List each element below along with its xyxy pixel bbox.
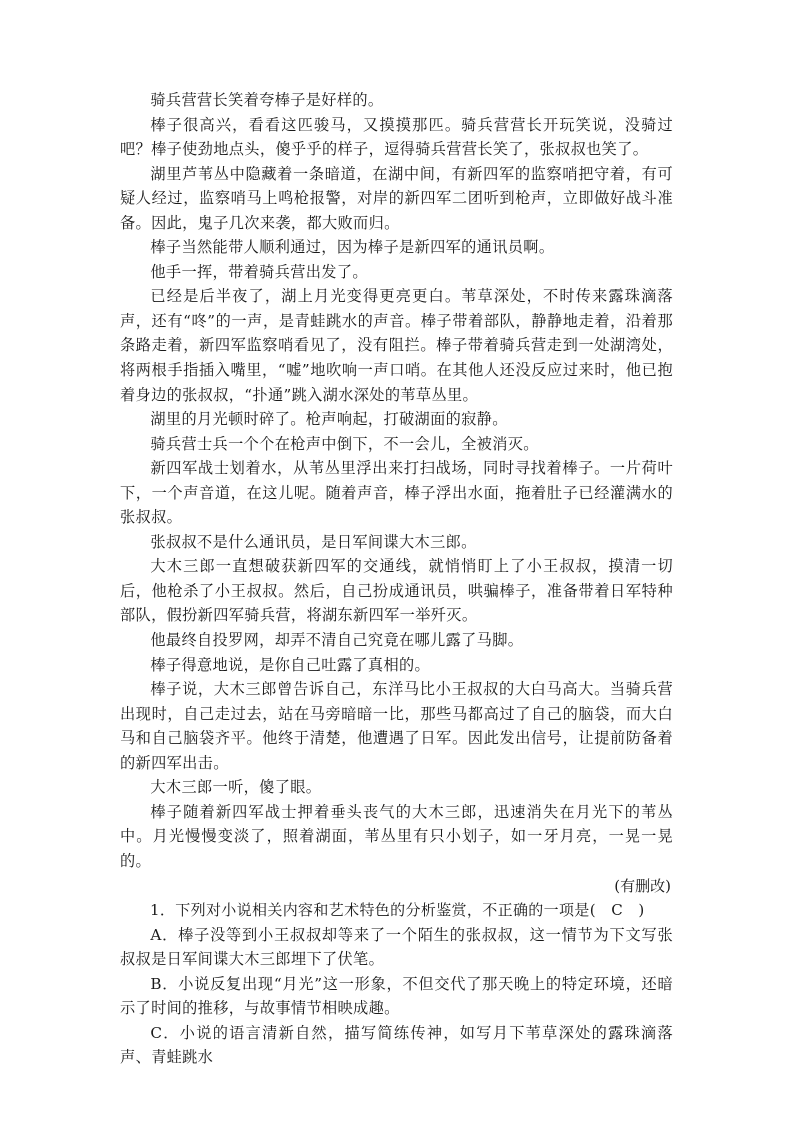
option-a: A．棒子没等到小王叔叔却等来了一个陌生的张叔叔，这一情节为下文写张叔叔是日军间谍大木三郎埋下了伏笔。: [120, 925, 673, 969]
option-c: C．小说的语言清新自然，描写简练传神，如写月下苇草深处的露珠滴落声、青蛙跳水: [120, 1023, 673, 1067]
paragraph-14: 棒子说，大木三郎曾告诉自己，东洋马比小王叔叔的大白马高大。当骑兵营出现时，自己走过去，站在马旁暗暗一比，那些马都高过了自己的脑袋，而大白马和自己脑袋齐平。他终于清楚，他遭遇了日军。因此发出信号，让提前防备着的新四军出击。: [120, 680, 673, 772]
paragraph-16: 棒子随着新四军战士押着垂头丧气的大木三郎，迅速消失在月光下的苇丛中。月光慢慢变淡了，照着湖面，苇丛里有只小划子，如一牙月亮，一晃一晃的。: [120, 802, 673, 870]
paragraph-11: 大木三郎一直想破获新四军的交通线，就悄悄盯上了小王叔叔，摸清一切后，他枪杀了小王叔叔。然后，自己扮成通讯员，哄骗棒子，准备带着日军特种部队，假扮新四军骑兵营，将湖东新四军一举歼灭。: [120, 557, 673, 625]
paragraph-13: 棒子得意地说，是你自己吐露了真相的。: [150, 655, 431, 674]
source-note: (有删改): [614, 876, 671, 895]
document-page: [120, 88, 673, 1070]
paragraph-4: 棒子当然能带人顺利通过，因为棒子是新四军的通讯员啊。: [150, 238, 555, 257]
paragraph-2: 棒子很高兴，看看这匹骏马，又摸摸那匹。骑兵营营长开玩笑说，没骑过吧？棒子使劲地点头，傻乎乎的样子，逗得骑兵营营长笑了，张叔叔也笑了。: [120, 115, 673, 159]
paragraph-3: 湖里芦苇丛中隐藏着一条暗道，在湖中间，有新四军的监察哨把守着，有可疑人经过，监察哨马上鸣枪报警，对岸的新四军二团听到枪声，立即做好战斗准备。因此，鬼子几次来袭，都大败而归。: [120, 164, 673, 232]
paragraph-6: 已经是后半夜了，湖上月光变得更亮更白。苇草深处，不时传来露珠滴落声，还有“咚”的一声，是青蛙跳水的声音。棒子带着部队，静静地走着，沿着那条路走着，新四军监察哨看见了，没有阻拦。棒子带着骑兵营走到一处湖湾处，将两根手指插入嘴里，“嘘”地吹响一声口哨。在其他人还没反应过来时，他已抱着身边的张叔叔，“扑通”跳入湖水深处的苇草丛里。: [120, 287, 673, 404]
paragraph-15: 大木三郎一听，傻了眼。: [150, 778, 322, 797]
paragraph-10: 张叔叔不是什么通讯员，是日军间谍大木三郎。: [150, 532, 477, 551]
question-1: 1．下列对小说相关内容和艺术特色的分析鉴赏，不正确的一项是( C ): [150, 901, 645, 920]
paragraph-12: 他最终自投罗网，却弄不清自己究竟在哪儿露了马脚。: [150, 631, 524, 650]
paragraph-5: 他手一挥，带着骑兵营出发了。: [150, 262, 368, 281]
option-b: B．小说反复出现“月光”这一形象，不但交代了那天晚上的特定环境，还暗示了时间的推移，与故事情节相映成趣。: [120, 974, 673, 1018]
paragraph-9: 新四军战士划着水，从苇丛里浮出来打扫战场，同时寻找着棒子。一片荷叶下，一个声音道，在这儿呢。随着声音，棒子浮出水面，拖着肚子已经灌满水的张叔叔。: [120, 459, 673, 527]
paragraph-7: 湖里的月光顿时碎了。枪声响起，打破湖面的寂静。: [150, 410, 508, 429]
paragraph-1: 骑兵营营长笑着夸棒子是好样的。: [150, 91, 384, 109]
paragraph-8: 骑兵营士兵一个个在枪声中倒下，不一会儿，全被消灭。: [150, 434, 539, 453]
